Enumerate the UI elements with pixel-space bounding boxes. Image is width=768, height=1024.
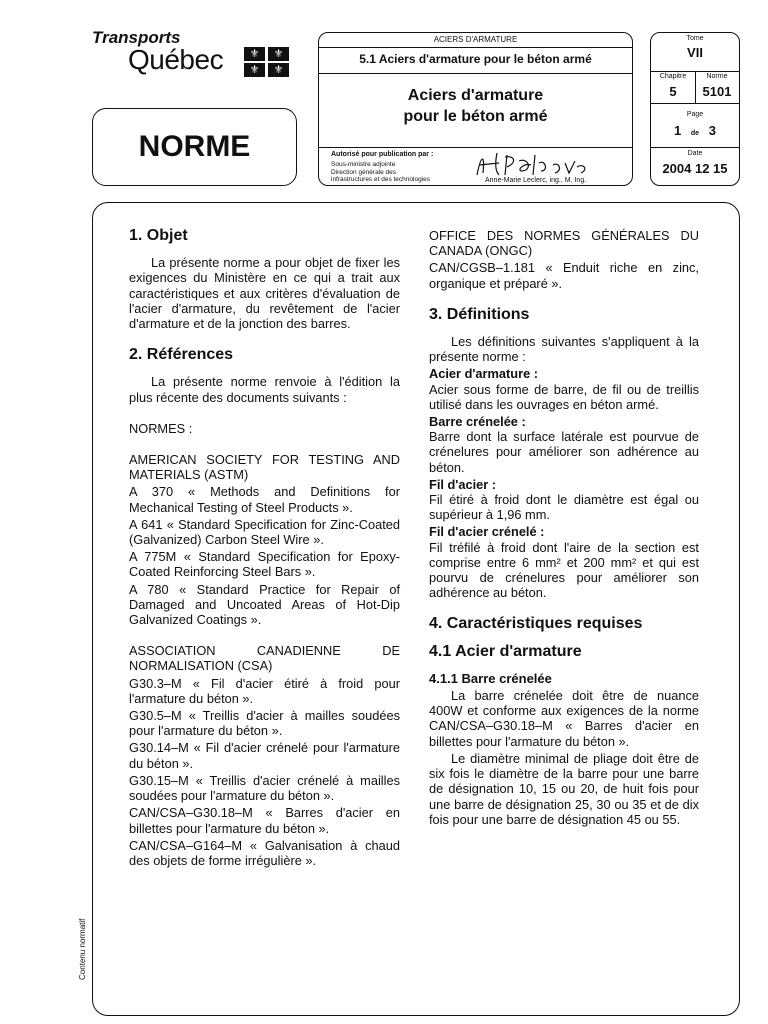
section-title: 5.1 Aciers d'armature pour le béton armé xyxy=(359,52,592,66)
list-item: G30.14–M « Fil d'acier crénelé pour l'armature du béton ». xyxy=(129,740,400,771)
list-item: A 370 « Methods and Definitions for Mechanical Testing of Steel Products ». xyxy=(129,484,400,515)
definition-term: Barre crénelée : xyxy=(429,414,526,430)
norme-number-label: Norme xyxy=(706,73,728,80)
list-item: CAN/CSA–G30.18–M « Barres d'acier en billettes pour l'armature du béton ». xyxy=(129,805,400,836)
objet-paragraph: La présente norme a pour objet de fixer les exigences du Ministère en ce qui a trait aux caractéristiques et aux critères d'évaluation de l'acier d'armature, du revêtement de l'acier d'armature et de la jonction des barres. xyxy=(129,255,400,332)
document-title xyxy=(319,85,632,127)
logo-quebec: Québec xyxy=(128,44,224,75)
title-line-2: pour le béton armé xyxy=(403,108,548,125)
page-de: de xyxy=(690,130,700,137)
list-item: A 641 « Standard Specification for Zinc-Coated (Galvanized) Carbon Steel Wire ». xyxy=(129,516,400,548)
title-line-1: Aciers d'armature xyxy=(407,87,544,104)
signatory-name: Anne-Marie Leclerc, ing., M. Ing. xyxy=(485,177,587,184)
list-item: G30.5–M « Treillis d'acier à mailles soudées pour l'armature du béton ». xyxy=(129,708,400,739)
normes-label: NORMES : xyxy=(129,420,193,436)
heading-acier-armature: 4.1 Acier d'armature xyxy=(429,642,582,660)
csa-heading: ASSOCIATION CANADIENNE DE NORMALISATION (CSA) xyxy=(129,643,400,674)
category-label: ACIERS D'ARMATURE xyxy=(319,33,632,48)
list-item: G30.3–M « Fil d'acier étiré à froid pour l'armature du béton ». xyxy=(129,675,400,706)
divider xyxy=(319,73,632,74)
signature xyxy=(469,149,599,179)
definition-term: Acier d'armature : xyxy=(429,366,539,382)
list-item: CAN/CGSB–1.181 « Enduit riche en zinc, organique et préparé ». xyxy=(429,260,699,291)
chapitre-value: 5 xyxy=(669,84,677,99)
auth-line: infrastructures et des technologies xyxy=(331,176,430,183)
norme-number-value: 5101 xyxy=(702,84,732,99)
left-column xyxy=(129,228,400,868)
barre-crenelee-paragraph-2: Le diamètre minimal de pliage doit être de six fois le diamètre de la barre pour une barre de désignation 10, 15 ou 20, de huit fois pour une barre de désignation 25, 30 ou 35 et de dix fois pour une barre de désignation 45 ou 55. xyxy=(429,750,699,827)
page-label: Page xyxy=(686,111,704,118)
right-column xyxy=(429,228,699,827)
references-paragraph: La présente norme renvoie à l'édition la plus récente des documents suivants : xyxy=(129,374,400,405)
tome-label: Tome xyxy=(686,35,704,42)
heading-references: 2. Références xyxy=(129,346,234,364)
page-value: 1 xyxy=(674,123,682,138)
list-item: A 775M « Standard Specification for Epoxy-Coated Reinforcing Steel Bars ». xyxy=(129,549,400,580)
heading-caracteristiques: 4. Caractéristiques requises xyxy=(429,615,643,633)
heading-definitions: 3. Définitions xyxy=(429,305,530,323)
auth-line: Direction générale des xyxy=(331,168,397,176)
page-number xyxy=(651,123,739,138)
definition-term: Fil d'acier : xyxy=(429,476,497,492)
tome-value: VII xyxy=(687,45,703,60)
authorization-label: Autorisé pour publication par : xyxy=(331,151,434,158)
divider xyxy=(651,147,739,148)
chapitre-label: Chapitre xyxy=(659,73,687,80)
definitions-intro: Les définitions suivantes s'appliquent à la présente norme : xyxy=(429,334,699,365)
definition-text: Fil tréfilé à froid dont l'aire de la section est comprise entre 6 mm² et 200 mm² et qui est pourvu de crénelures pour améliorer son adhérence au béton. xyxy=(429,539,699,601)
date-value: 2004 12 15 xyxy=(662,161,728,176)
fleur-de-lis-icon: ⚜ ⚜ ⚜ ⚜ xyxy=(244,47,290,77)
header-title-box xyxy=(318,32,633,186)
side-label xyxy=(78,888,92,980)
astm-heading: AMERICAN SOCIETY FOR TESTING AND MATERIALS (ASTM) xyxy=(129,452,400,483)
side-label-text: Contenu normatif xyxy=(78,918,87,980)
ongc-heading: OFFICE DES NORMES GÉNÉRALES DU CANADA (ONGC) xyxy=(429,228,699,259)
heading-barre-crenelee: 4.1.1 Barre crénelée xyxy=(429,670,552,686)
date-label: Date xyxy=(687,150,703,157)
page-total: 3 xyxy=(708,123,716,138)
auth-line: Sous-ministre adjointe xyxy=(331,161,396,168)
divider xyxy=(319,147,632,148)
list-item: CAN/CSA–G164–M « Galvanisation à chaud des objets de forme irrégulière ». xyxy=(129,837,400,868)
logo-transports: Transports xyxy=(92,28,181,47)
document-info-box xyxy=(650,32,740,186)
list-item: A 780 « Standard Practice for Repair of Damaged and Uncoated Areas of Hot-Dip Galvanized Coatings ». xyxy=(129,581,400,628)
definition-text: Fil étiré à froid dont le diamètre est égal ou supérieur à 1,96 mm. xyxy=(429,492,699,523)
heading-objet: 1. Objet xyxy=(129,227,188,244)
authorizing-department xyxy=(331,161,461,184)
list-item: G30.15–M « Treillis d'acier crénelé à mailles soudées pour l'armature du béton ». xyxy=(129,772,400,804)
definition-term: Fil d'acier crénelé : xyxy=(429,524,545,540)
definition-text: Barre dont la surface latérale est pourvue de crénelures pour améliorer son adhérence au béton. xyxy=(429,429,699,475)
norme-label: NORME xyxy=(92,108,297,186)
definition-text: Acier sous forme de barre, de fil ou de treillis utilisé dans les ouvrages en béton armé. xyxy=(429,381,699,412)
divider xyxy=(651,103,739,104)
barre-crenelee-paragraph-1: La barre crénelée doit être de nuance 400W et conforme aux exigences de la norme CAN/CSA–G30.18–M « Barres d'acier en billettes pour l'armature du béton ». xyxy=(429,688,699,749)
